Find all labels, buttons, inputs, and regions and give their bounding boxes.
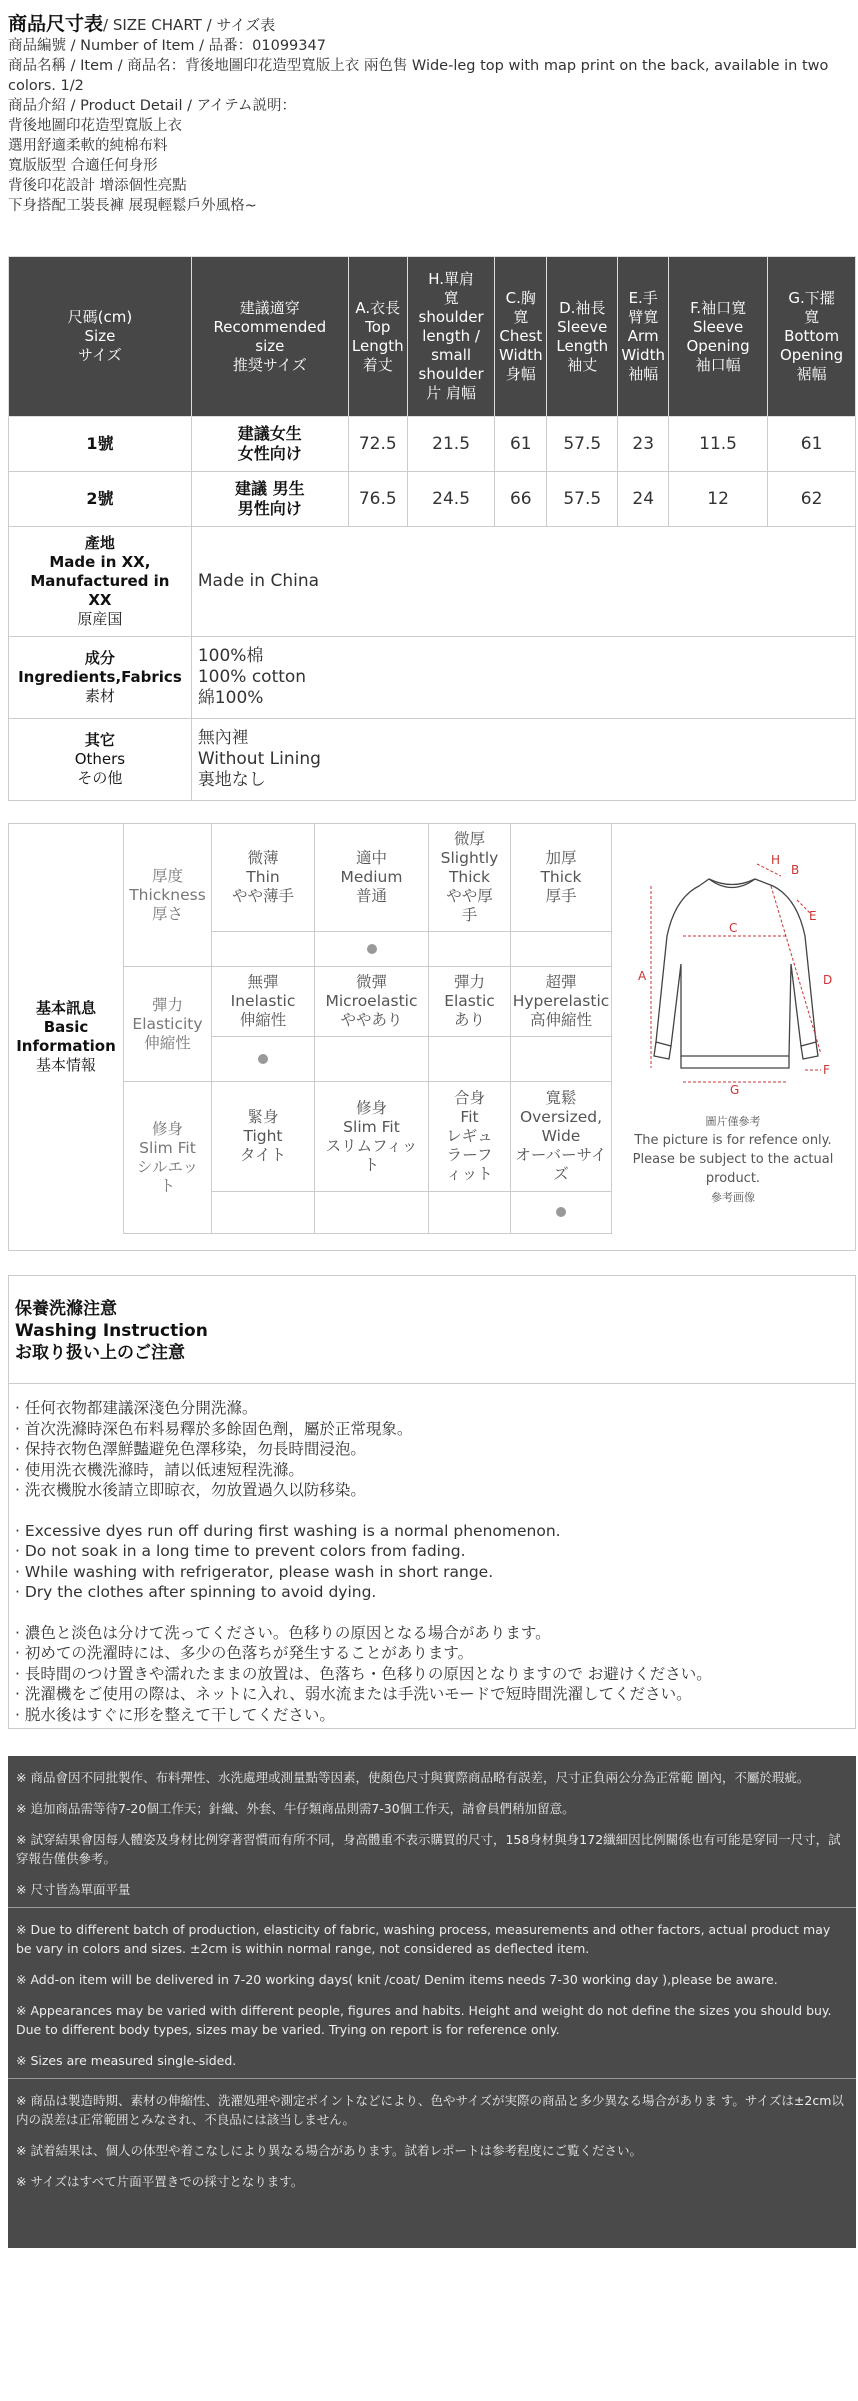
washing-paragraph-zh: · 任何衣物都建議深淺色分開洗滌。 · 首次洗滌時深色布料易釋於多餘固色劑，屬於正常現象。 · 保持衣物色澤鮮豔避免色澤移染，勿長時間浸泡。 · 使用洗衣機洗滌時，請以低速短程洗滌。 · 洗衣機脫水後請立即晾衣，勿放置過久以防移染。 <box>15 1399 413 1499</box>
col-header-sleeve-length: D.袖長 Sleeve Length 袖丈 <box>547 257 618 417</box>
thickness-option-slightly-thick: 微厚 Slightly Thick やや厚 手 <box>429 824 511 932</box>
table-row <box>9 417 856 472</box>
value-cell: 57.5 <box>547 417 618 472</box>
value-cell: 76.5 <box>348 472 407 527</box>
washing-paragraph-ja: · 濃色と淡色は分けて洗ってください。色移りの原因となる場合があります。 · 初めての洗濯時には、多少の色落ちが発生することがあります。 · 長時間のつけ置きや濡れたままの放置は、色落ち・色移りの原因となりますので お避けください。 · 洗濯機をご使用の際は、ネットに入れ、弱水流または手洗いモードで短時間洗濯してください。 · 脱水後はすぐに形を整えて干してください。 <box>15 1623 712 1724</box>
detail-line: 背後印花設計 增添個性亮點 <box>8 178 187 194</box>
value-cell: 61 <box>495 417 547 472</box>
washing-title-box <box>8 1275 856 1384</box>
thickness-label: 厚度 Thickness 厚さ <box>124 824 212 967</box>
notes-section-zh <box>8 1756 856 1908</box>
fabric-value: 100%棉 100% cotton 綿100% <box>191 637 855 719</box>
item-number: 商品編號 / Number of Item / 品番：01099347 <box>8 38 326 54</box>
indicator-cell <box>511 1192 612 1234</box>
attribute-table <box>123 823 612 1234</box>
diagram-label-h: H <box>771 853 781 867</box>
note-item: ※ 商品は製造時期、素材の伸縮性、洗濯処理や測定ポイントなどにより、色やサイズが実際の商品と多少異なる場合がありま す。サイズは±2cm以内の誤差は正常範囲とみなされ、不良品には該当しません。 <box>16 2093 844 2127</box>
indicator-cell <box>315 1192 429 1234</box>
indicator-cell <box>511 1037 612 1082</box>
indicator-cell <box>429 1037 511 1082</box>
others-value: 無內裡 Without Lining 裏地なし <box>191 719 855 801</box>
size-cell: 1號 <box>9 417 192 472</box>
fabric-label: 成分 Ingredients,Fabrics 素材 <box>9 637 192 719</box>
sweater-diagram-icon <box>611 824 855 1109</box>
fit-option-slim: 修身 Slim Fit スリムフィッ ト <box>315 1082 429 1192</box>
elasticity-option-microelastic: 微彈 Microelastic ややあり <box>315 967 429 1037</box>
diagram-label-c: C <box>729 921 738 935</box>
diagram-label-a: A <box>638 969 647 983</box>
fabric-row <box>9 637 856 719</box>
note-item: ※ 試穿結果會因每人體姿及身材比例穿著習慣而有所不同，身高體重不表示購買的尺寸，158身材與身172纖細因比例關係也有可能是穿同一尺寸，試穿報告僅供參考。 <box>16 1832 841 1866</box>
indicator-cell <box>315 932 429 967</box>
col-header-chest: C.胸 寬 Chest Width 身幅 <box>495 257 547 417</box>
note-item: ※ 尺寸皆為單面平量 <box>16 1882 131 1897</box>
indicator-cell <box>212 932 315 967</box>
item-name: 商品名稱 / Item / 商品名：背後地圖印花造型寬版上衣 兩色售 Wide-leg top with map print on the back, available in two colors. 1/2 <box>8 58 829 94</box>
others-label: 其它 Others その他 <box>9 719 192 801</box>
thickness-option-thin: 微薄 Thin やや薄手 <box>212 824 315 932</box>
size-table-header-row <box>9 257 856 417</box>
washing-paragraph-en: · Excessive dyes run off during first washing is a normal phenomenon. · Do not soak in a long time to prevent colors from fading. · While washing with refrigerator, please wash in short range. · Dry the clothes after spinning to avoid dying. <box>15 1521 561 1601</box>
measurement-diagram <box>611 824 855 1250</box>
selected-dot-icon <box>258 1054 268 1064</box>
page-title <box>8 14 853 36</box>
indicator-cell <box>212 1037 315 1082</box>
note-item: ※ Sizes are measured single-sided. <box>16 2053 237 2068</box>
diagram-label-d: D <box>823 973 833 987</box>
recommended-cell: 建議 男生 男性向け <box>191 472 348 527</box>
diagram-label-f: F <box>823 1063 830 1077</box>
indicator-cell <box>315 1037 429 1082</box>
col-header-arm-width: E.手 臂寬 Arm Width 袖幅 <box>618 257 669 417</box>
value-cell: 21.5 <box>407 417 495 472</box>
basic-info-label: 基本訊息 Basic Information 基本情報 <box>16 999 116 1074</box>
elasticity-option-inelastic: 無彈 Inelastic 伸縮性 <box>212 967 315 1037</box>
thickness-option-medium: 適中 Medium 普通 <box>315 824 429 932</box>
diagram-label-g: G <box>730 1083 740 1097</box>
product-detail-label: 商品介紹 / Product Detail / アイテム説明： <box>8 98 297 114</box>
fit-option-regular: 合身 Fit レギュ ラーフ ィット <box>429 1082 511 1192</box>
value-cell: 62 <box>768 472 856 527</box>
thickness-option-thick: 加厚 Thick 厚手 <box>511 824 612 932</box>
product-header <box>8 14 853 216</box>
notes-section-ja <box>8 2079 856 2199</box>
note-item: ※ 追加商品需等待7-20個工作天；針織、外套、牛仔類商品則需7-30個工作天，請會員們稍加留意。 <box>16 1801 575 1816</box>
value-cell: 12 <box>669 472 768 527</box>
indicator-cell <box>429 1192 511 1234</box>
origin-label: 產地 Made in XX, Manufactured in XX 原産国 <box>9 527 192 637</box>
diagram-caption: 圖片僅參考 The picture is for refence only. Please be subject to the actual product. 參考画像 <box>632 1115 834 1204</box>
col-header-shoulder: H.單肩 寬 shoulder length / small shoulder 片 肩幅 <box>407 257 495 417</box>
fit-option-oversized: 寬鬆 Oversized, Wide オーバーサイ ズ <box>511 1082 612 1192</box>
col-header-bottom-opening: G.下擺 寬 Bottom Opening 裾幅 <box>768 257 856 417</box>
washing-instructions <box>8 1384 856 1729</box>
notes-panel <box>8 1756 856 2248</box>
value-cell: 61 <box>768 417 856 472</box>
size-cell: 2號 <box>9 472 192 527</box>
elasticity-option-hyperelastic: 超彈 Hyperelastic 高伸縮性 <box>511 967 612 1037</box>
col-header-recommended: 建議適穿 Recommended size 推奨サイズ <box>191 257 348 417</box>
selected-dot-icon <box>367 944 377 954</box>
others-row <box>9 719 856 801</box>
detail-line: 下身搭配工裝長褲 展現輕鬆戶外風格~ <box>8 198 257 214</box>
value-cell: 66 <box>495 472 547 527</box>
basic-info-block <box>8 823 856 1251</box>
recommended-cell: 建議女生 女性向け <box>191 417 348 472</box>
value-cell: 57.5 <box>547 472 618 527</box>
note-item: ※ サイズはすべて片面平置きでの採寸となります。 <box>16 2174 304 2189</box>
fit-label: 修身 Slim Fit シルエッ ト <box>124 1082 212 1234</box>
note-item: ※ Add-on item will be delivered in 7-20 working days( knit /coat/ Denim items needs 7-30 working day ),please be aware. <box>16 1972 778 1987</box>
size-chart-subtitle: / SIZE CHART / サイズ表 <box>103 16 276 34</box>
value-cell: 72.5 <box>348 417 407 472</box>
indicator-cell <box>511 932 612 967</box>
note-item: ※ 試着結果は、個人の体型や着こなしにより異なる場合があります。試着レポートは参考程度にご覧ください。 <box>16 2143 642 2158</box>
note-item: ※ 商品會因不同批製作、布料彈性、水洗處理或測量點等因素，使顏色尺寸與實際商品略有誤差，尺寸正負兩公分為正常範 圍內，不屬於瑕疵。 <box>16 1770 810 1785</box>
detail-line: 寬版版型 合適任何身形 <box>8 158 158 174</box>
diagram-label-e: E <box>809 909 817 923</box>
elasticity-option-elastic: 彈力 Elastic あり <box>429 967 511 1037</box>
value-cell: 11.5 <box>669 417 768 472</box>
col-header-size: 尺碼(cm) Size サイズ <box>9 257 192 417</box>
col-header-top-length: A.衣長 Top Length 着丈 <box>348 257 407 417</box>
value-cell: 24.5 <box>407 472 495 527</box>
detail-line: 背後地圖印花造型寬版上衣 <box>8 118 182 134</box>
origin-row <box>9 527 856 637</box>
indicator-cell <box>429 932 511 967</box>
washing-title: 保養洗滌注意 Washing Instruction お取り扱い上のご注意 <box>15 1299 208 1363</box>
size-table <box>8 256 856 801</box>
note-item: ※ Appearances may be varied with different people, figures and habits. Height and weight do not define the sizes you should buy. Due to different body types, sizes may be varied. Trying on report is for reference only. <box>16 2003 832 2037</box>
col-header-sleeve-opening: F.袖口寬 Sleeve Opening 袖口幅 <box>669 257 768 417</box>
detail-line: 選用舒適柔軟的純棉布料 <box>8 138 168 154</box>
note-item: ※ Due to different batch of production, elasticity of fabric, washing process, measurements and other factors, actual product may be vary in colors and sizes. ±2cm is within normal range, not considered as deflected item. <box>16 1922 831 1956</box>
notes-section-en <box>8 1908 856 2079</box>
diagram-label-b: B <box>791 863 800 877</box>
fit-option-tight: 緊身 Tight タイト <box>212 1082 315 1192</box>
value-cell: 24 <box>618 472 669 527</box>
elasticity-label: 彈力 Elasticity 伸縮性 <box>124 967 212 1082</box>
origin-value: Made in China <box>191 527 855 637</box>
table-row <box>9 472 856 527</box>
value-cell: 23 <box>618 417 669 472</box>
size-chart-title: 商品尺寸表 <box>8 13 104 35</box>
selected-dot-icon <box>556 1207 566 1217</box>
indicator-cell <box>212 1192 315 1234</box>
